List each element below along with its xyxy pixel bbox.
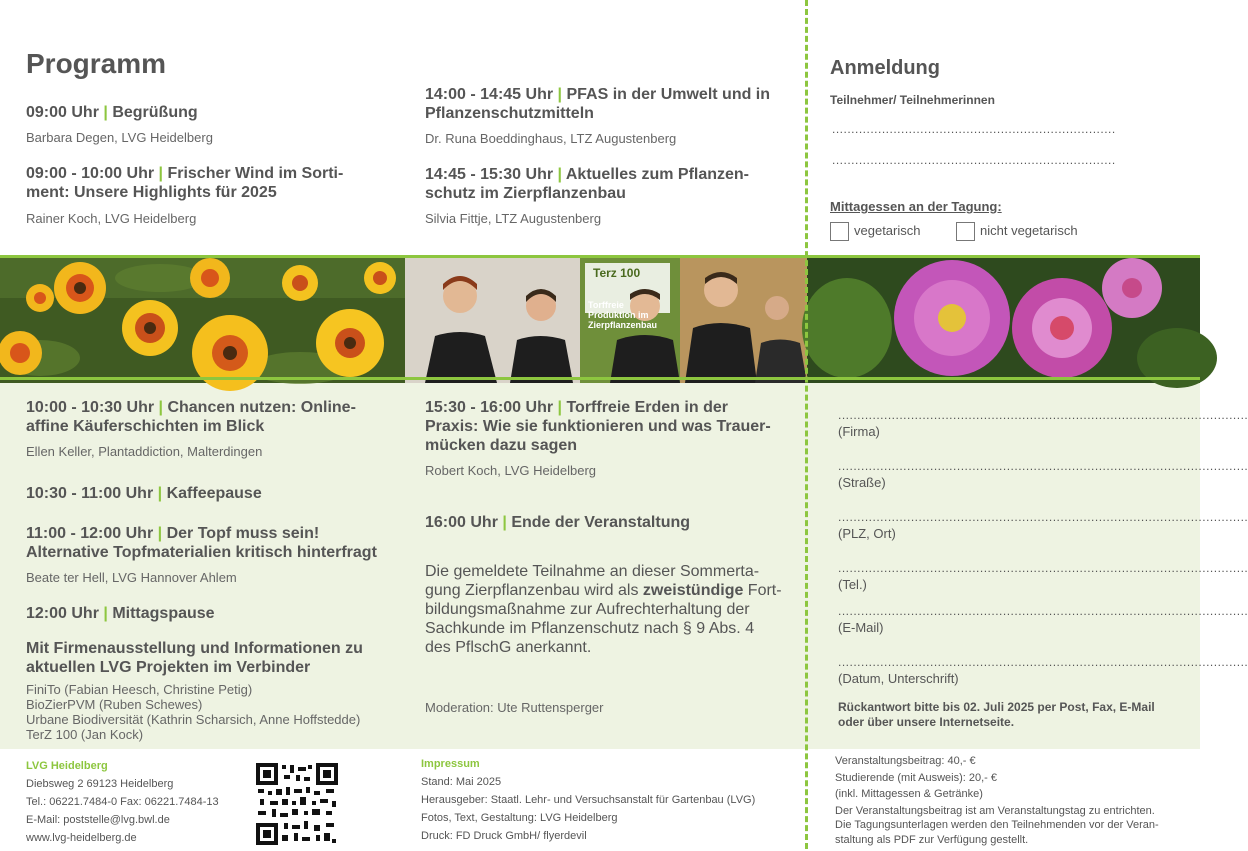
certification-note: [425, 562, 800, 657]
program-item: [26, 164, 396, 227]
footer: [0, 749, 1200, 849]
item-title-cont: Praxis: Wie sie funktionieren und was Trauer-: [425, 418, 771, 435]
footer-fees: [835, 754, 1180, 847]
exhibition-section: [26, 639, 401, 742]
separator: |: [502, 514, 507, 531]
item-time: 15:30 - 16:00 Uhr: [425, 399, 554, 416]
reply-note: [838, 700, 1183, 730]
item-time: 12:00 Uhr: [26, 605, 99, 622]
separator: |: [557, 86, 562, 103]
form-line-plz[interactable]: ...........................................................................................................: [838, 510, 1248, 524]
program-item: [26, 524, 401, 586]
footer-contact: [26, 757, 219, 847]
item-speaker: Barbara Degen, LVG Heidelberg: [26, 130, 213, 145]
banner-text: Torffreie Produktion im Zierpflanzenbau: [588, 300, 658, 330]
yellow-flowers-image: [0, 258, 405, 383]
org-website[interactable]: www.lvg-heidelberg.de: [26, 832, 137, 844]
exhibition-item: BioZierPVM (Ruben Schewes): [26, 697, 203, 712]
item-title-cont: ment: Unsere Highlights für 2025: [26, 184, 277, 201]
field-label-email: (E-Mail): [838, 620, 884, 635]
item-title: Ende der Veranstaltung: [511, 514, 691, 531]
footer-impressum: [421, 755, 755, 845]
moderation: Moderation: Ute Ruttensperger: [425, 700, 604, 715]
photo-strip-bottom-line: [0, 377, 1200, 380]
form-line-strasse[interactable]: ...........................................................................................................: [838, 459, 1248, 473]
separator: |: [103, 104, 108, 121]
address-form: [838, 408, 1248, 730]
item-speaker: Dr. Runa Boeddinghaus, LTZ Augustenberg: [425, 131, 677, 146]
form-line-date[interactable]: ...........................................................................................................: [838, 655, 1248, 669]
item-title: Torffreie Erden in der: [566, 399, 728, 416]
field-label-date: (Datum, Unterschrift): [838, 671, 959, 686]
lunch-label: Mittagessen an der Tagung:: [830, 199, 1002, 214]
item-title: PFAS in der Umwelt und in: [566, 86, 771, 103]
exhibition-title-cont: aktuellen LVG Projekten im Verbinder: [26, 659, 311, 676]
separator: |: [103, 605, 108, 622]
separator: |: [557, 399, 562, 416]
separator: |: [157, 485, 163, 502]
item-title: Chancen nutzen: Online-: [167, 399, 356, 416]
item-speaker: Ellen Keller, Plantaddiction, Malterdingen: [26, 444, 263, 459]
note-bold: zweistündige: [642, 582, 744, 599]
program-item: [425, 513, 800, 532]
separator: |: [158, 399, 163, 416]
program-item: [26, 103, 396, 146]
program-item: [425, 398, 800, 479]
item-time: 14:45 - 15:30 Uhr: [425, 166, 554, 183]
item-title: Mittagspause: [112, 605, 215, 622]
item-speaker: Silvia Fittje, LTZ Augustenberg: [425, 211, 602, 226]
fee-line: (inkl. Mittagessen & Getränke): [835, 788, 983, 800]
field-label-firma: (Firma): [838, 424, 880, 439]
fee-line: Die Tagungsunterlagen werden den Teilnehmenden vor der Veran-: [835, 819, 1159, 831]
qr-code-icon: [256, 763, 338, 845]
item-title-cont: affine Käuferschichten im Blick: [26, 418, 265, 435]
program-item: [425, 165, 795, 227]
fee-line: Der Veranstaltungsbeitrag ist am Veranstaltungstag zu entrichten.: [835, 804, 1155, 817]
org-email[interactable]: E-Mail: poststelle@lvg.bwl.de: [26, 814, 170, 826]
fee-line: Veranstaltungsbeitrag: 40,- €: [835, 755, 976, 767]
item-title-cont: Pflanzenschutzmitteln: [425, 105, 594, 122]
field-label-plz: (PLZ, Ort): [838, 526, 896, 541]
option-nonvegetarian[interactable]: [956, 222, 1078, 241]
field-label-strasse: (Straße): [838, 475, 886, 490]
separator: |: [158, 165, 163, 182]
item-time: 10:00 - 10:30 Uhr: [26, 399, 155, 416]
impressum-line: Fotos, Text, Gestaltung: LVG Heidelberg: [421, 812, 618, 824]
fee-line: staltung als PDF zur Verfügung gestellt.: [835, 833, 1029, 846]
org-name: LVG Heidelberg: [26, 760, 108, 772]
terz-logo: Terz 100: [593, 266, 641, 280]
form-line-tel[interactable]: ...........................................................................................................: [838, 561, 1248, 575]
item-speaker: Rainer Koch, LVG Heidelberg: [26, 211, 197, 226]
qr-code[interactable]: [256, 763, 338, 845]
reply-line: oder über unsere Internetseite.: [838, 715, 1015, 729]
impressum-line: Stand: Mai 2025: [421, 776, 502, 788]
note-line: [425, 581, 800, 600]
participants-label: Teilnehmer/ Teilnehmerinnen: [830, 93, 995, 107]
program-item: [26, 604, 401, 623]
vegetarian-label: vegetarisch: [854, 222, 921, 238]
nonvegetarian-label: nicht vegetarisch: [980, 222, 1078, 238]
registration-heading: Anmeldung: [830, 57, 940, 79]
program-item: [26, 398, 401, 460]
note-text: Fort-: [743, 582, 782, 599]
note-line: Die gemeldete Teilnahme an dieser Sommerta-: [425, 563, 760, 580]
field-label-tel: (Tel.): [838, 577, 867, 592]
item-title: Frischer Wind im Sorti-: [167, 165, 344, 182]
item-time: 10:30 - 11:00 Uhr: [26, 485, 154, 502]
separator: |: [157, 525, 163, 542]
impressum-line: Herausgeber: Staatl. Lehr- und Versuchsanstalt für Gartenbau (LVG): [421, 794, 756, 806]
exhibition-item: FiniTo (Fabian Heesch, Christine Petig): [26, 682, 253, 697]
separator: |: [557, 166, 562, 183]
program-heading: Programm: [26, 48, 167, 79]
item-title: Der Topf muss sein!: [166, 525, 320, 542]
item-title-cont: schutz im Zierpflanzenbau: [425, 185, 626, 202]
photo-flowers-yellow: [0, 258, 405, 383]
org-address: Diebsweg 2 69123 Heidelberg: [26, 778, 174, 790]
vegetarian-checkbox[interactable]: [830, 222, 849, 241]
item-speaker: Beate ter Hell, LVG Hannover Ahlem: [26, 570, 237, 585]
item-time: 16:00 Uhr: [425, 514, 498, 531]
participant-line-2[interactable]: ..........................................................................: [832, 153, 1116, 167]
item-time: 09:00 - 10:00 Uhr: [26, 165, 155, 182]
exhibition-title: Mit Firmenausstellung und Informationen zu: [26, 640, 363, 657]
item-title: Kaffeepause: [166, 485, 262, 502]
form-line-firma[interactable]: ...........................................................................................................: [838, 408, 1248, 422]
participant-line-1[interactable]: ..........................................................................: [832, 122, 1116, 136]
item-title-cont: mücken dazu sagen: [425, 437, 578, 454]
item-time: 11:00 - 12:00 Uhr: [26, 525, 154, 542]
fee-line: Studierende (mit Ausweis): 20,- €: [835, 771, 998, 784]
exhibition-item: Urbane Biodiversität (Kathrin Scharsich, Anne Hoffstedde): [26, 712, 361, 727]
item-title: Aktuelles zum Pflanzen-: [565, 166, 750, 183]
photo-team: [405, 258, 807, 383]
pink-flowers-image: [807, 258, 1200, 383]
item-speaker: Robert Koch, LVG Heidelberg: [425, 463, 597, 478]
impressum-line: Druck: FD Druck GmbH/ flyerdevil: [421, 830, 587, 842]
photo-flowers-pink: [807, 258, 1200, 383]
item-title-cont: Alternative Topfmaterialien kritisch hinterfragt: [26, 544, 377, 561]
program-item: [425, 85, 795, 147]
item-title: Begrüßung: [112, 104, 198, 121]
form-line-email[interactable]: ...........................................................................................................: [838, 604, 1248, 618]
item-time: 09:00 Uhr: [26, 104, 99, 121]
item-time: 14:00 - 14:45 Uhr: [425, 86, 554, 103]
reply-line: Rückantwort bitte bis 02. Juli 2025 per Post, Fax, E-Mail: [838, 700, 1155, 714]
fold-line: [805, 0, 808, 849]
note-line: Sachkunde im Pflanzenschutz nach § 9 Abs. 4: [425, 620, 755, 637]
note-text: gung Zierpflanzenbau wird als: [425, 582, 643, 599]
note-line: des PflschG anerkannt.: [425, 639, 592, 656]
program-item: [26, 484, 401, 503]
impressum-title: Impressum: [421, 758, 480, 770]
note-line: bildungsmaßnahme zur Aufrechterhaltung der: [425, 601, 750, 618]
option-vegetarian[interactable]: [830, 222, 920, 241]
org-phone: Tel.: 06221.7484-0 Fax: 06221.7484-13: [26, 796, 219, 808]
nonvegetarian-checkbox[interactable]: [956, 222, 975, 241]
exhibition-item: TerZ 100 (Jan Kock): [26, 727, 144, 742]
